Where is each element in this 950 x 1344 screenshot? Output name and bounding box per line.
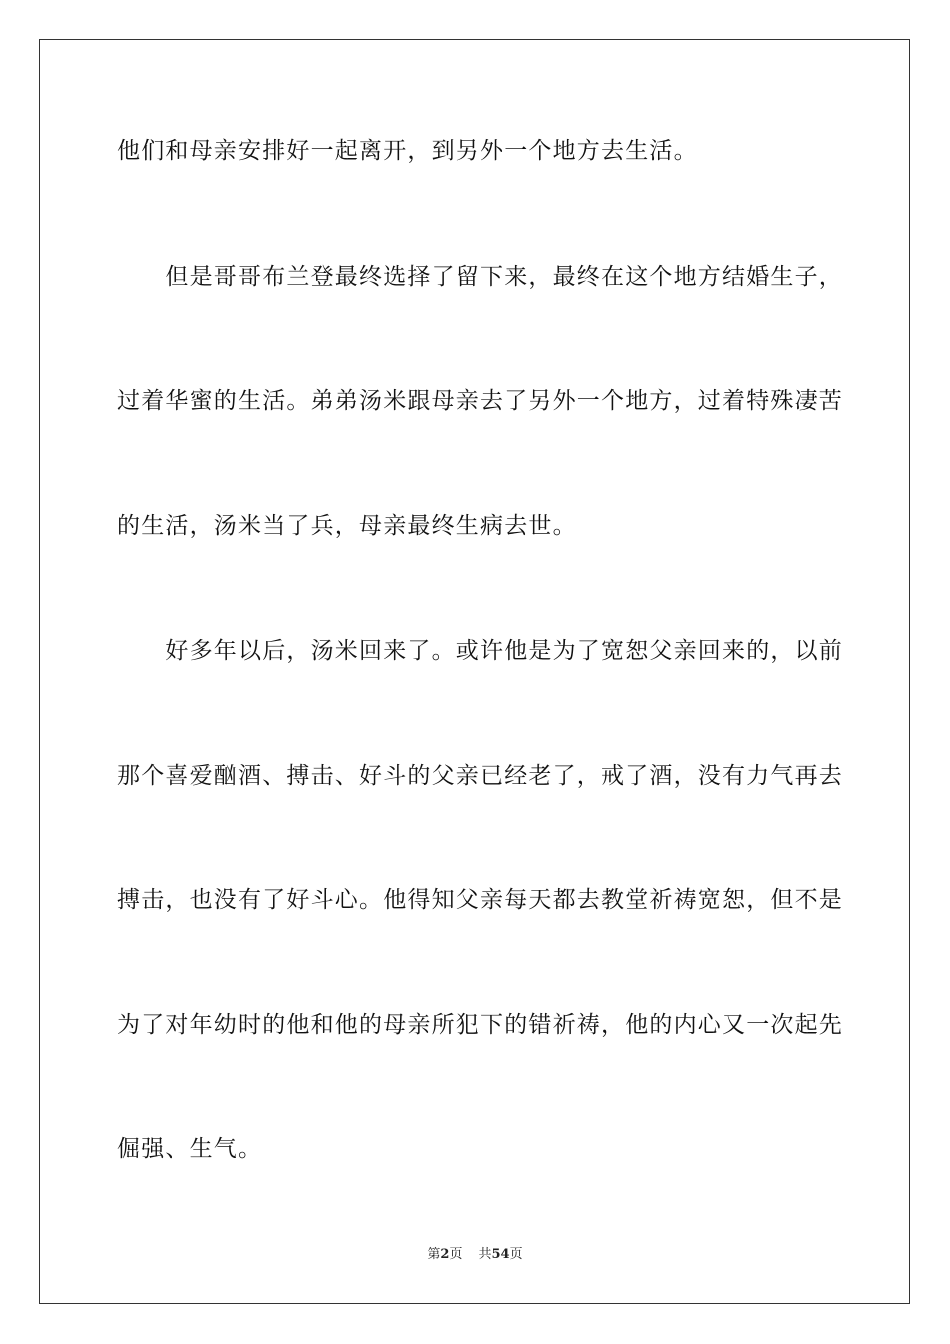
- text-line-9: 倔强、生气。: [117, 1136, 263, 1162]
- text-line-8: 为了对年幼时的他和他的母亲所犯下的错祈祷，他的内心又一次起先: [117, 1012, 843, 1038]
- text-line-5: 好多年以后，汤米回来了。或许他是为了宽恕父亲回来的，以前: [117, 638, 843, 664]
- text-line-1: 他们和母亲安排好一起离开，到另外一个地方去生活。: [117, 138, 698, 164]
- page-border: [39, 39, 910, 1304]
- page-number: 2: [440, 1247, 450, 1262]
- text-line-6: 那个喜爱酗酒、搏击、好斗的父亲已经老了，戒了酒，没有力气再去: [117, 763, 843, 789]
- text-line-2: 但是哥哥布兰登最终选择了留下来，最终在这个地方结婚生子，: [117, 264, 843, 290]
- text-line-7: 搏击，也没有了好斗心。他得知父亲每天都去教堂祈祷宽恕，但不是: [117, 887, 843, 913]
- page-prefix: 第: [427, 1247, 441, 1262]
- total-prefix: 共: [478, 1247, 492, 1262]
- text-line-4: 的生活，汤米当了兵，母亲最终生病去世。: [117, 513, 577, 539]
- text-line-3: 过着华蜜的生活。弟弟汤米跟母亲去了另外一个地方，过着特殊凄苦: [117, 388, 843, 414]
- page-footer: [0, 1246, 950, 1264]
- page-suffix: 页: [449, 1247, 463, 1262]
- total-suffix: 页: [509, 1247, 523, 1262]
- total-pages: 54: [491, 1247, 510, 1262]
